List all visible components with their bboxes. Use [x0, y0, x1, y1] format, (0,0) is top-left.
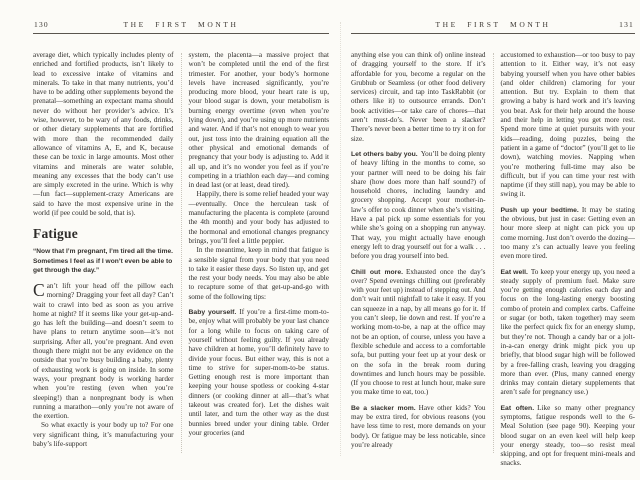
- tip-text: It may be stating the obvious, but just in case: Getting even an hour more sleep at night can pick you up come morning. Just don’t overdo the dozing—too many z’s can actually leave you feeling even more tired.: [500, 205, 635, 261]
- page-number: 131: [619, 20, 634, 29]
- tip-paragraph: [189, 308, 330, 438]
- column-2: [189, 51, 330, 453]
- tip-label: Push up your bedtime.: [500, 206, 579, 214]
- running-head: THE FIRST MONTH: [435, 20, 551, 29]
- running-head: THE FIRST MONTH: [123, 20, 239, 29]
- tip-paragraph: [351, 268, 486, 398]
- tip-paragraph: [501, 268, 636, 398]
- paragraph: In the meantime, keep in mind that fatigue is a sensible signal from your body that you need to take it easier these days. So listen up, and get the rest your body needs. You may also be able to recapture some of that get-up-and-go with some of the following tips:: [188, 246, 329, 301]
- paragraph: system, the placenta—a massive project that won’t be completed until the end of the first trimester. For another, your body’s hormone levels have increased significantly, you’re producing more blood, your heart rate is up, your blood sugar is down, your metabolism is burning energy overtime (even when you’re lying down), and you’re using up more nutrients and water. And if that’s not enough to wear you out, just toss into the draining equation all the other physical and emotional demands of pregnancy that your body is adjusting to. Add it all up, and it’s no wonder you feel as if you’re competing in a triathlon each day—and coming in dead last (or at least, dead tired).: [188, 51, 329, 190]
- column-divider: [181, 53, 182, 453]
- drop-cap-letter: C: [33, 279, 45, 300]
- page-header: [33, 20, 329, 34]
- column-divider: [493, 53, 494, 453]
- paragraph: So what exactly is your body up to? For one very significant thing, it’s manufacturing your baby’s life-support: [33, 421, 174, 448]
- paragraph-continuation: accustomed to exhaustion—or too busy to pay attention to it. Either way, it’s not easy babying yourself when you have other babies (and older children) clamoring for your attention. But try. Explain to them that growing a baby is hard work and it’s leaving you beat. Ask for their help around the house and their help in letting you get more rest. Spend more time at quiet pursuits with your kids—reading, doing puzzles, being the patient in a game of “doctor” (you’ll get to lie down), watching movies. Napping when you’re mothering full-time may also be difficult, but if you can time your rest with naptime (if they still nap), you may be able to swing it.: [500, 51, 635, 199]
- tip-text: If you’re a first-time mom-to-be, enjoy what will probably be your last chance for a long while to focus on taking care of yourself without feeling guilty. If you already have children at home, you’ll definitely have to divide your focus. But either way, this is not a time to strive for super-mom-to-be status. Getting enough rest is more important than keeping your house spotless or cooking 4-star dinners (or cooking dinner at all—that’s what takeout was created for). Let the dishes wait until later, and turn the other way as the dust bunnies breed under your dining table. Order your groceries (and: [188, 308, 329, 437]
- tip-text: To keep your energy up, you need a steady supply of premium fuel. Make sure you’re getting enough calories each day and focus on the long-lasting energy boosting combo of protein and complex carbs. Caffeine or sugar (or both, taken together) may seem like the perfect quick fix for an energy slump, but they’re not. Though a candy bar or a jolt-in-a-can energy drink might pick you up briefly, that blood sugar high will be followed by a free-falling crash, leaving you dragging more than ever. (Plus, many canned energy drinks may contain dietary supplements that aren’t safe for pregnancy use.): [500, 267, 635, 397]
- tip-label: Chill out more.: [351, 268, 403, 276]
- page-spine-divider: [340, 22, 341, 456]
- tip-paragraph: [351, 404, 486, 450]
- tip-paragraph: [501, 206, 636, 262]
- column-2: [500, 51, 636, 468]
- tip-text: You’ll be doing plenty of heavy lifting in the months to come, so your partner will need to be doing his fair share (how does more than half sound?) of household chores, including laundry and grocery shopping. Accept your mother-in-law’s offer to cook dinner when she’s visiting. Have a pal pick up some essentials for you while she’s going on a shopping run anyway. That way, you might actually have enough energy left to drag yourself out for a walk . . . before you drag yourself into bed.: [351, 149, 486, 261]
- tip-label: Baby yourself.: [188, 309, 237, 317]
- tip-paragraph: [501, 404, 636, 469]
- text-columns: [33, 51, 329, 453]
- book-page-left: [33, 20, 329, 460]
- paragraph-dropcap: [33, 279, 174, 421]
- tip-text: Have other kids? You may be extra tired, for obvious reasons (you have less time to rest, more demands on your body). Or fatigue may be less noticable, since you’re already: [351, 403, 486, 449]
- paragraph: Happily, there is some relief headed your way—eventually. Once the herculean task of manufacturing the placenta is complete (around the 4th month) and your body has adjusted to the hormonal and emotional changes pregnancy brings, you’ll feel a little peppier.: [188, 190, 329, 245]
- tip-text: Exhausted once the day’s over? Spend evenings chilling out (preferably with your feet up) instead of stepping out. And don’t wait until nightfall to take it easy. If you can squeeze in a nap, by all means go for it. If you can’t sleep, lie down and rest. If you’re a working mom-to-be, a nap at the office may not be an option, of course, unless you have a flexible schedule and access to a comfortable sofa, but putting your feet up at your desk or on the sofa in the break room during downtimes and lunch hours may be possible. (If you choose to rest at lunch hour, make sure you make time to eat, too.): [351, 267, 486, 397]
- column-1: [351, 51, 486, 453]
- column-1: [33, 51, 174, 453]
- section-heading-fatigue: Fatigue: [33, 226, 78, 242]
- paragraph-continuation: anything else you can think of) online instead of dragging yourself to the store. If it’s affordable for you, become a regular on the Grubhub or Seamless (or other food delivery services) circuit, and tap into TaskRabbit (or others like it) to outsource errands. Don’t book activities—or take care of chores—that aren’t must-do’s. Never been a slacker? There’s never been a better time to try it on for size.: [351, 51, 486, 143]
- tip-label: Eat well.: [500, 268, 528, 276]
- tip-paragraph: [351, 150, 486, 262]
- book-page-right: [351, 20, 635, 468]
- text-columns: [351, 51, 635, 468]
- tip-label: Eat often.: [500, 404, 535, 412]
- tip-label: Be a slacker mom.: [351, 404, 416, 412]
- reader-quote: “Now that I’m pregnant, I’m tired all the time. Sometimes I feel as if I won’t even be able to get through the day.”: [33, 248, 173, 274]
- tip-text: Like so many other pregnancy symptoms, fatigue responds well to the 6-Meal Solution (see page 90). Keeping your blood sugar on an even keel will help keep your energy steady, too—so resist meal skipping, and opt for frequent mini-meals and snacks.: [500, 403, 635, 468]
- paragraph-text: an’t lift your head off the pillow each morning? Dragging your feet all day? Can’t wait to crawl into bed as soon as you arrive home at night? If it seems like your get-up-and-go has left the building—and doesn’t seem to have plans to return anytime soon—it’s not surprising. After all, you’re pregnant. And even though there might not be any evidence on the outside that you’re busy building a baby, plenty of exhausting work is going on inside. In some ways, your pregnant body is working harder when you’re resting (even when you’re sleeping!) than a nonpregnant body is when running a marathon—only you’re not aware of the exertion.: [33, 281, 174, 421]
- page-number: 130: [34, 20, 49, 29]
- page-header: [351, 20, 635, 34]
- paragraph-continuation: average diet, which typically includes plenty of enriched and fortified products, isn’t likely to lead to excessive intake of vitamins and minerals. To take in that many nutrients, you’d have to be adding other supplements beyond the prenatal—something an expectant mama should never do without her provider’s advice. It’s wise, however, to be wary of any foods, drinks, or other dietary supplements that are fortified with more than the recommended daily allowance of vitamins A, E, and K, because these can be toxic in large amounts. Most other vitamins and minerals are water soluble, meaning any excesses that the body can’t use are simply excreted in the urine. Which is why—fun fact—supplement-crazy Americans are said to have the most expensive urine in the world (if pee could be sold, that is).: [33, 51, 174, 218]
- tip-label: Let others baby you.: [351, 150, 418, 158]
